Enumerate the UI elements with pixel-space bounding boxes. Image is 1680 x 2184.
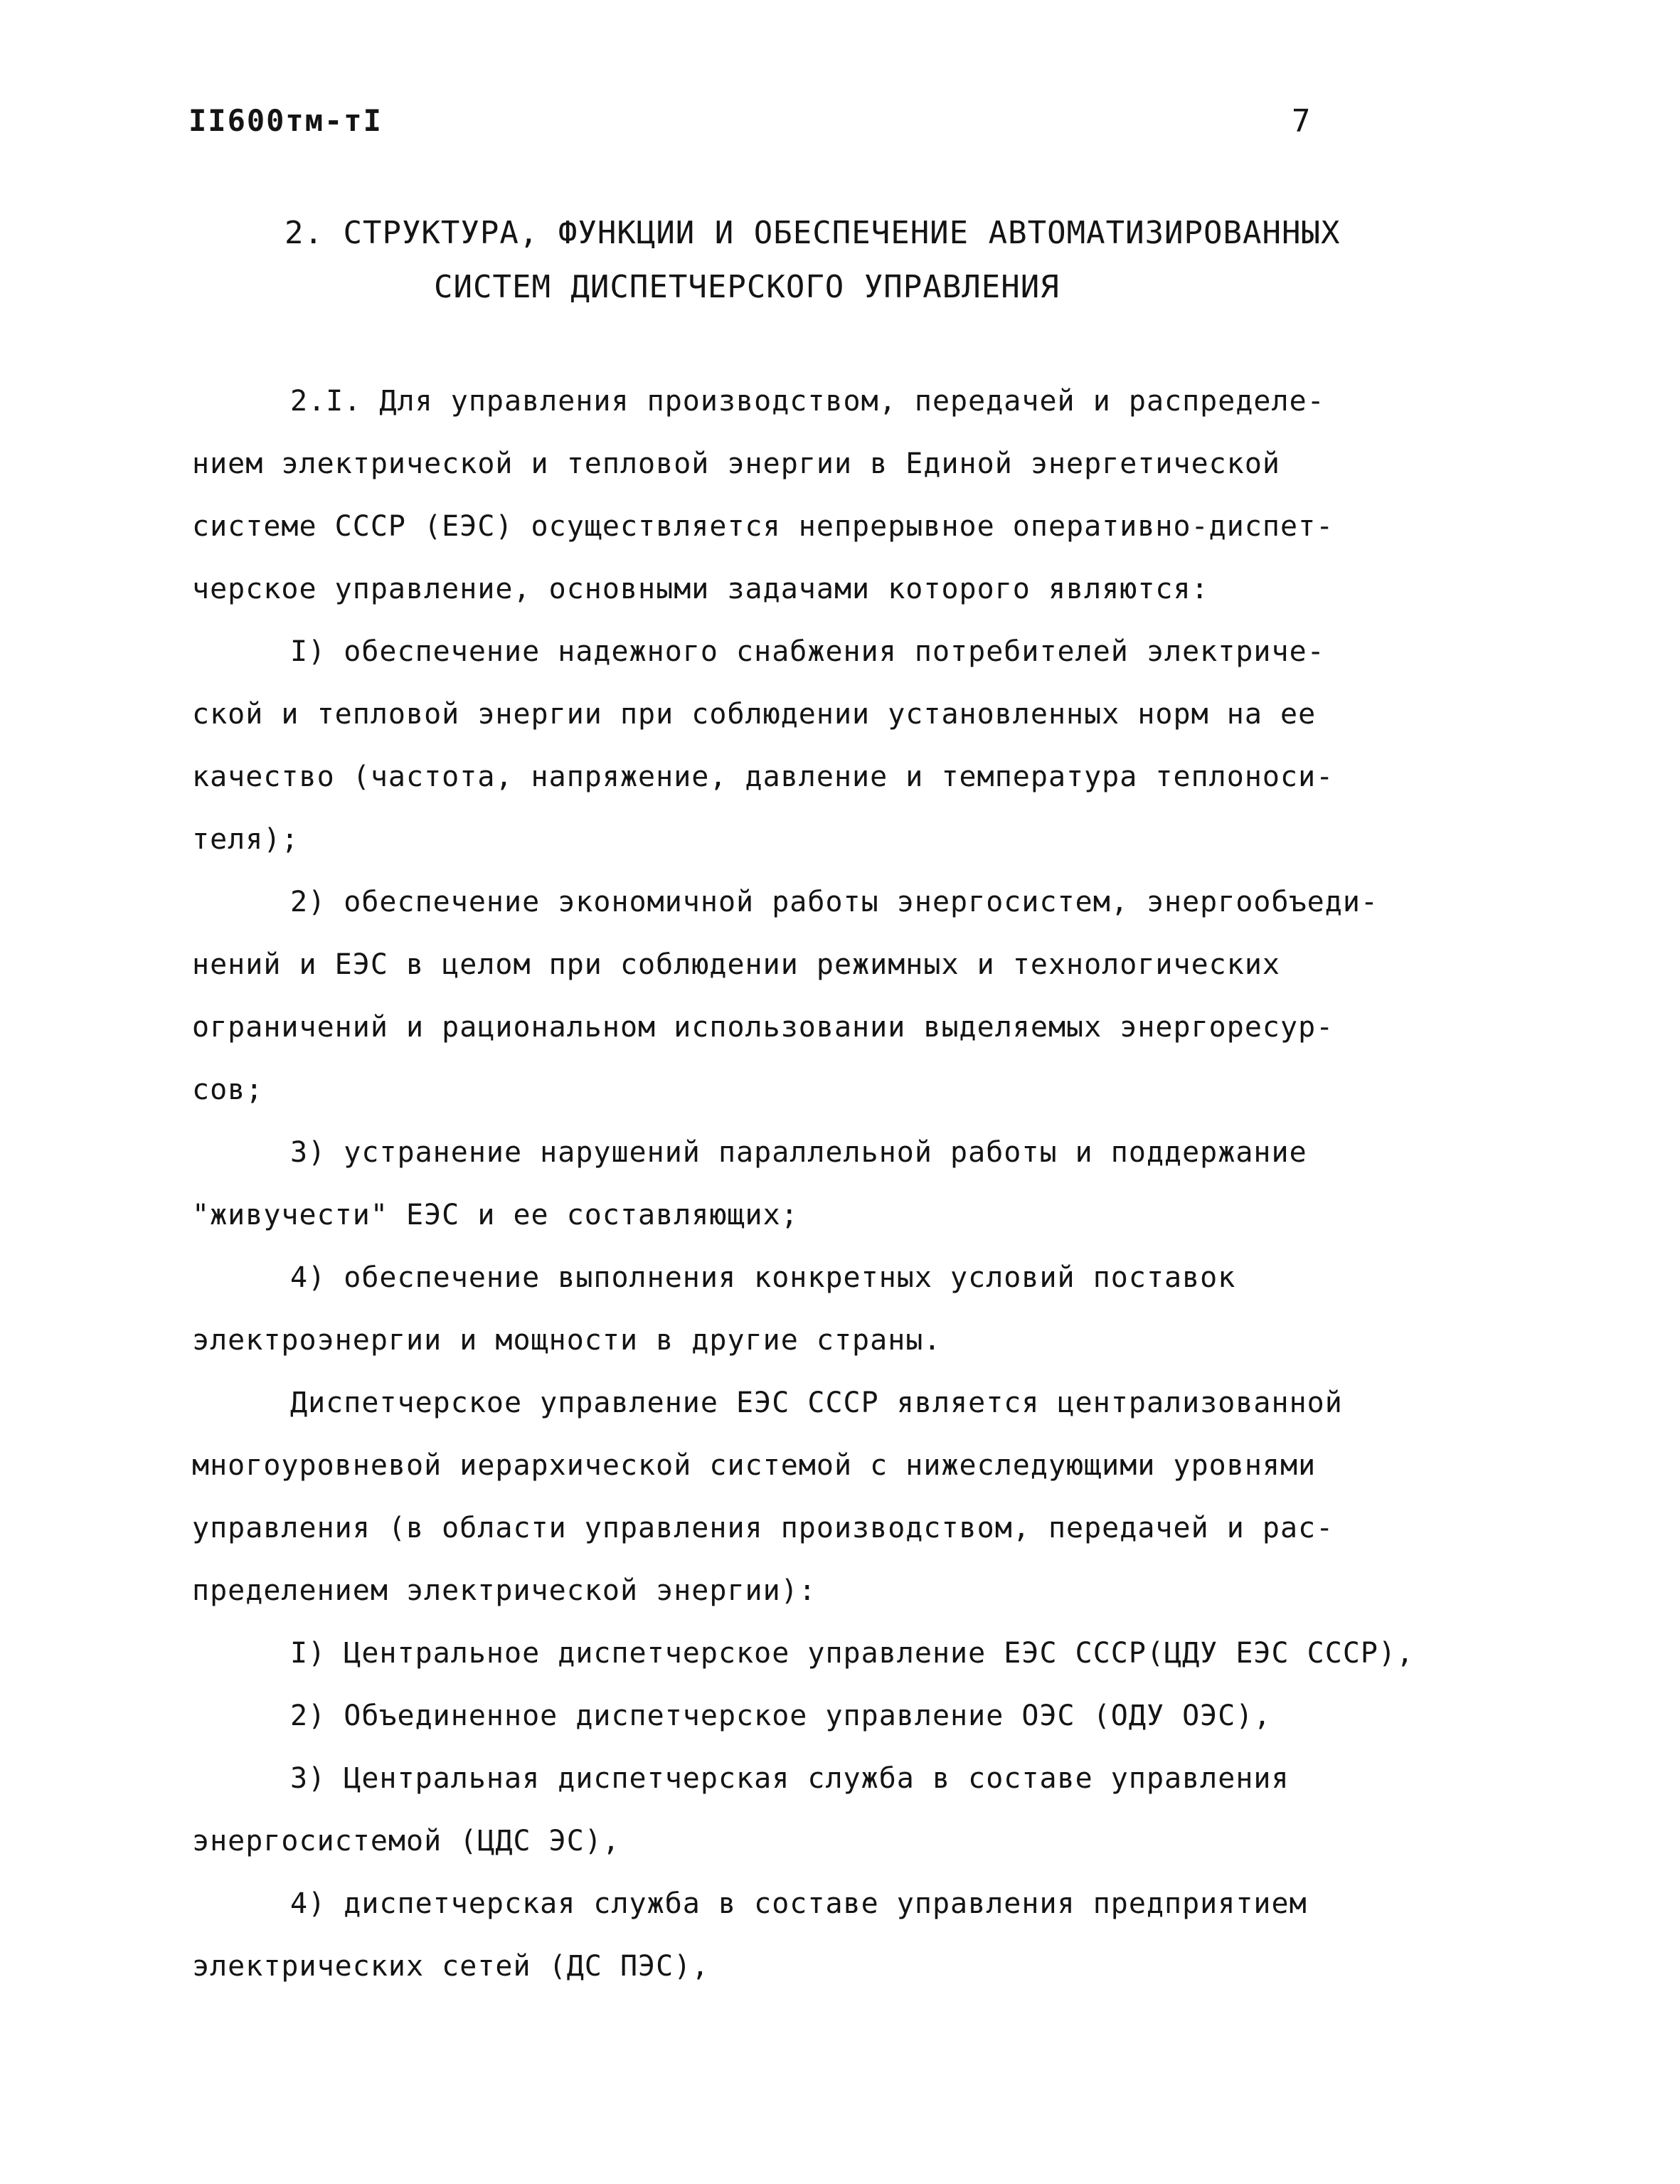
level-item-4-line: электрических сетей (ДС ПЭС), (192, 1950, 710, 1983)
section-title-line-2: СИСТЕМ ДИСПЕТЧЕРСКОГО УПРАВЛЕНИЯ (434, 269, 1060, 305)
level-item-3-line: энергосистемой (ЦДС ЭС), (192, 1825, 620, 1857)
paragraph-hierarchy-line: управления (в области управления производством, передачей и рас- (192, 1512, 1334, 1544)
section-title (0, 206, 1680, 314)
body-text (192, 370, 1515, 1998)
list-item-3-line: "живучести" ЕЭС и ее составляющих; (192, 1199, 799, 1231)
paragraph-2-1-line: нием электрической и тепловой энергии в Единой энергетической (192, 447, 1281, 480)
level-item-3-line: 3) Центральная диспетчерская служба в составе управления (290, 1762, 1290, 1795)
list-item-1-line: ской и тепловой энергии при соблюдении установленных норм на ее (192, 698, 1317, 731)
list-item-4-line: 4) обеспечение выполнения конкретных условий поставок (290, 1261, 1236, 1294)
document-code: II600тм-тI (188, 103, 383, 138)
paragraph-2-1-line: системе СССР (ЕЭС) осуществляется непрерывное оперативно-диспет- (192, 510, 1334, 543)
list-item-2-line: ограничений и рациональном использовании выделяемых энергоресур- (192, 1011, 1334, 1044)
level-item-2: 2) Объединенное диспетчерское управление ОЭС (ОДУ ОЭС), (290, 1700, 1272, 1732)
list-item-3-line: 3) устранение нарушений параллельной работы и поддержание (290, 1136, 1307, 1169)
level-item-4-line: 4) диспетчерская служба в составе управления предприятием (290, 1887, 1307, 1920)
paragraph-hierarchy-line: пределением электрической энергии): (192, 1574, 817, 1607)
paragraph-2-1-line: 2.I. Для управления производством, передачей и распределе- (290, 385, 1325, 418)
paragraph-hierarchy-line: многоуровневой иерархической системой с нижеследующими уровнями (192, 1449, 1317, 1482)
list-item-1-line: качество (частота, напряжение, давление и температура теплоноси- (192, 760, 1334, 793)
list-item-1-line: I) обеспечение надежного снабжения потребителей электриче- (290, 635, 1325, 668)
list-item-4-line: электроэнергии и мощности в другие страны. (192, 1324, 942, 1357)
list-item-2-line: сов; (192, 1074, 264, 1106)
paragraph-2-1-line: черское управление, основными задачами которого являются: (192, 573, 1209, 605)
page-number: 7 (1292, 103, 1311, 139)
list-item-2-line: 2) обеспечение экономичной работы энергосистем, энергообъеди- (290, 886, 1379, 918)
list-item-1-line: теля); (192, 823, 299, 856)
level-item-1: I) Центральное диспетчерское управление ЕЭС СССР(ЦДУ ЕЭС СССР), (290, 1637, 1415, 1670)
section-title-line-1: 2. СТРУКТУРА, ФУНКЦИИ И ОБЕСПЕЧЕНИЕ АВТОМАТИЗИРОВАННЫХ (285, 215, 1341, 251)
paragraph-hierarchy-line: Диспетчерское управление ЕЭС СССР является централизованной (290, 1387, 1343, 1419)
list-item-2-line: нений и ЕЭС в целом при соблюдении режимных и технологических (192, 948, 1281, 981)
